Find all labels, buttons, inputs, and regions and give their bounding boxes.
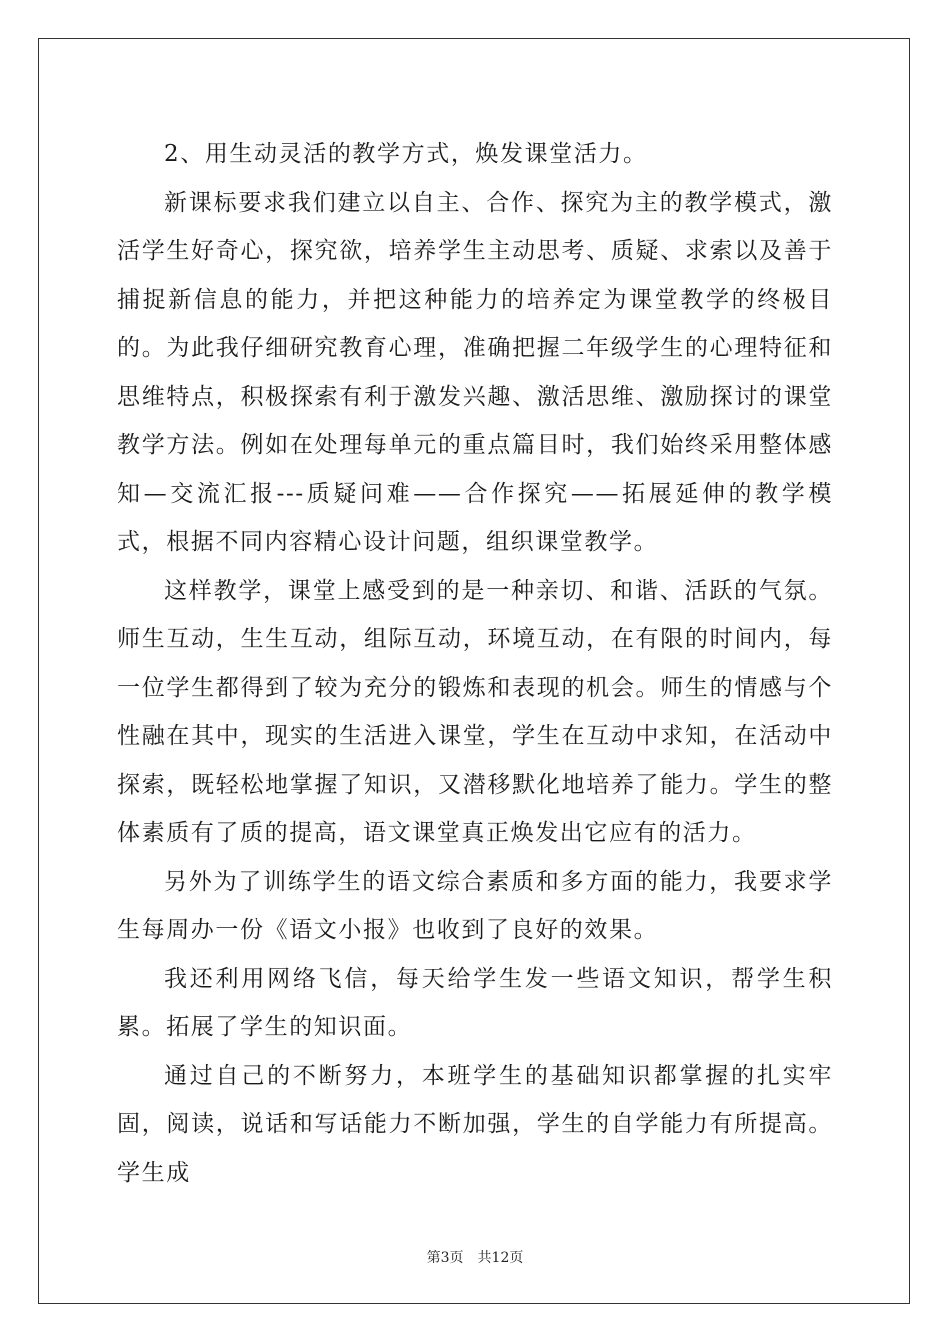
paragraph-6: 通过自己的不断努力，本班学生的基础知识都掌握的扎实牢固，阅读，说话和写话能力不断加强，学生的自学能力有所提高。学生成 bbox=[117, 1062, 833, 1186]
paragraph-4: 另外为了训练学生的语文综合素质和多方面的能力，我要求学生每周办一份《语文小报》也收到了良好的效果。 bbox=[117, 868, 833, 943]
paragraph-3: 这样教学，课堂上感受到的是一种亲切、和谐、活跃的气氛。师生互动，生生互动，组际互动，环境互动，在有限的时间内，每一位学生都得到了较为充分的锻炼和表现的机会。师生的情感与个性融在其中，现实的生活进入课堂，学生在互动中求知，在活动中探索，既轻松地掌握了知识，又潜移默化地培养了能力。学生的整体素质有了质的提高，语文课堂真正焕发出它应有的活力。 bbox=[117, 577, 833, 846]
paragraph-5: 我还利用网络飞信，每天给学生发一些语文知识，帮学生积累。拓展了学生的知识面。 bbox=[117, 965, 833, 1040]
paragraph-2: 新课标要求我们建立以自主、合作、探究为主的教学模式，激活学生好奇心，探究欲，培养学生主动思考、质疑、求索以及善于捕捉新信息的能力，并把这种能力的培养定为课堂教学的终极目的。为此我仔细研究教育心理，准确把握二年级学生的心理特征和思维特点，积极探索有利于激发兴趣、激活思维、激励探讨的课堂教学方法。例如在处理每单元的重点篇目时，我们始终采用整体感知—交流汇报---质疑问难——合作探究——拓展延伸的教学模式，根据不同内容精心设计问题，组织课堂教学。 bbox=[117, 189, 833, 555]
page-number-footer: 第3页 共12页 bbox=[426, 1250, 524, 1266]
document-body bbox=[117, 130, 833, 1197]
paragraph-1: 2、用生动灵活的教学方式，焕发课堂活力。 bbox=[164, 141, 648, 167]
